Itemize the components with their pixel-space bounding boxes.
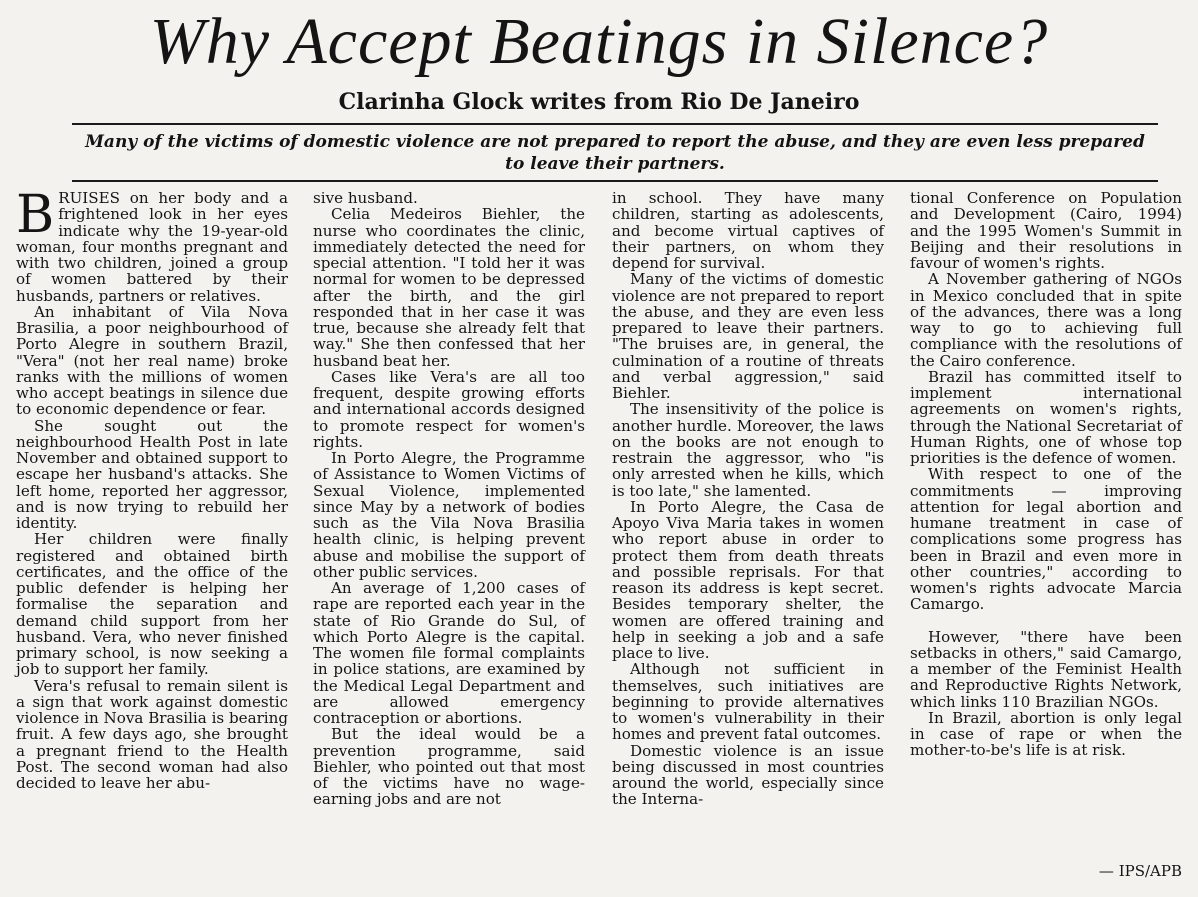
top-rule: [72, 123, 1158, 125]
paragraph: Celia Medeiros Biehler, the nurse who coordinates the clinic, immediately detected the need for special attention. "I told her it was normal for women to be depressed after the birth, and the girl responded that in her case it was true, because she already felt that way." She then confessed that her husband beat her.: [313, 205, 585, 370]
paragraph: However, "there have been setbacks in others," said Camargo, a member of the Feminist Health and Reproductive Rights Network, which links 110 Brazilian NGOs.: [910, 627, 1182, 711]
paragraph: An inhabitant of Vila Nova Brasilia, a poor neighbourhood of Porto Alegre in southern Brazil, "Vera" (not her real name) broke ranks with the millions of women who accept beatings in silence due to economic dependence or fear.: [16, 302, 288, 419]
paragraph: An average of 1,200 cases of rape are reported each year in the state of Rio Grande do Sul, of which Porto Alegre is the capital. The women file formal complaints in police stations, are examined by the Medical Legal Department and are allowed emergency contraception or abortions.: [313, 579, 585, 727]
paragraph-gap: [910, 613, 1182, 629]
paragraph: Domestic violence is an issue being discussed in most countries around the world, especially since the Interna-: [612, 741, 884, 809]
headline: Why Accept Beatings in Silence?: [149, 5, 1049, 78]
paragraph: Her children were finally registered and obtained birth certificates, and the office of the public defender is helping her formalise the separation and demand child support from her husband. Vera, who never finished primary school, is now seeking a job to support her family.: [16, 530, 288, 679]
paragraph: sive husband.: [313, 189, 418, 207]
column-1: [16, 185, 288, 792]
column-3: [612, 190, 884, 808]
paragraph: tional Conference on Population and Development (Cairo, 1994) and the 1995 Women's Summit in Beijing and their resolutions in favour of women's rights.: [910, 189, 1182, 272]
bottom-rule: [72, 180, 1158, 182]
column-4: [910, 190, 1182, 759]
paragraph: But the ideal would be a prevention programme, said Biehler, who pointed out that most of the victims have no wage-earning jobs and are not: [313, 725, 585, 809]
paragraph: Vera's refusal to remain silent is a sign that work against domestic violence in Nova Brasilia is bearing fruit. A few days ago, she brought a pregnant friend to the Health Post. The second woman had also decided to leave her abu-: [16, 676, 288, 792]
column-2: [313, 190, 585, 808]
paragraph: In Porto Alegre, the Casa de Apoyo Viva Maria takes in women who report abuse in order to protect them from death threats and possible reprisals. For that reason its address is kept secret. Besides temporary shelter, the women are offered training and help in seeking a job and a safe place to live.: [612, 497, 884, 662]
paragraph: With respect to one of the commitments — improving attention for legal abortion and humane treatment in case of complications some progress has been in Brazil and even more in other countries," according to women's rights advocate Marcia Camargo.: [910, 465, 1182, 614]
paragraph: The insensitivity of the police is another hurdle. Moreover, the laws on the books are not enough to restrain the aggressor, who "is only arrested when he kills, which is too late," she lamented.: [612, 400, 884, 500]
byline: Clarinha Glock writes from Rio De Janeiro: [338, 89, 860, 115]
paragraph: In Brazil, abortion is only legal in case of rape or when the mother-to-be's life is at risk.: [910, 708, 1182, 760]
paragraph: Brazil has committed itself to implement international agreements on women's rights, through the National Secretariat of Human Rights, one of whose top priorities is the defence of women.: [910, 367, 1182, 467]
paragraph: Although not sufficient in themselves, such initiatives are beginning to provide alternatives to women's vulnerability in their homes and prevent fatal outcomes.: [612, 660, 884, 744]
paragraph: A November gathering of NGOs in Mexico concluded that in spite of the advances, there was a long way to go to achieving full compliance with the resolutions of the Cairo conference.: [910, 270, 1182, 370]
paragraph: Many of the victims of domestic violence are not prepared to report the abuse, and they are even less prepared to leave their partners. "The bruises are, in general, the culmination of a routine of threats and verbal aggression," said Biehler.: [612, 270, 884, 402]
credit-line: — IPS/APB: [1098, 862, 1182, 880]
paragraph: In Porto Alegre, the Programme of Assistance to Women Victims of Sexual Violence, implemented since May by a network of bodies such as the Vila Nova Brasilia health clinic, is helping prevent abuse and mobilise the support of other public services.: [313, 449, 585, 581]
paragraph: She sought out the neighbourhood Health Post in late November and obtained support to escape her husband's attacks. She left home, reported her aggressor, and is now trying to rebuild her identity.: [16, 416, 288, 532]
drop-cap: B: [16, 185, 55, 245]
paragraph: Cases like Vera's are all too frequent, despite growing efforts and international accords designed to promote respect for women's rights.: [313, 367, 585, 451]
deck: Many of the victims of domestic violence are not prepared to report the abuse, and they are even less prepared to leave their partners.: [85, 132, 1145, 174]
paragraph: in school. They have many children, starting as adolescents, and become virtual captives of their partners, on whom they depend for survival.: [612, 189, 884, 272]
paragraph: BRUISES on her body and a frightened look in her eyes indicate why the 19-year-old woman, four months pregnant and with two children, joined a group of women battered by their husbands, partners or relatives.: [16, 185, 288, 305]
